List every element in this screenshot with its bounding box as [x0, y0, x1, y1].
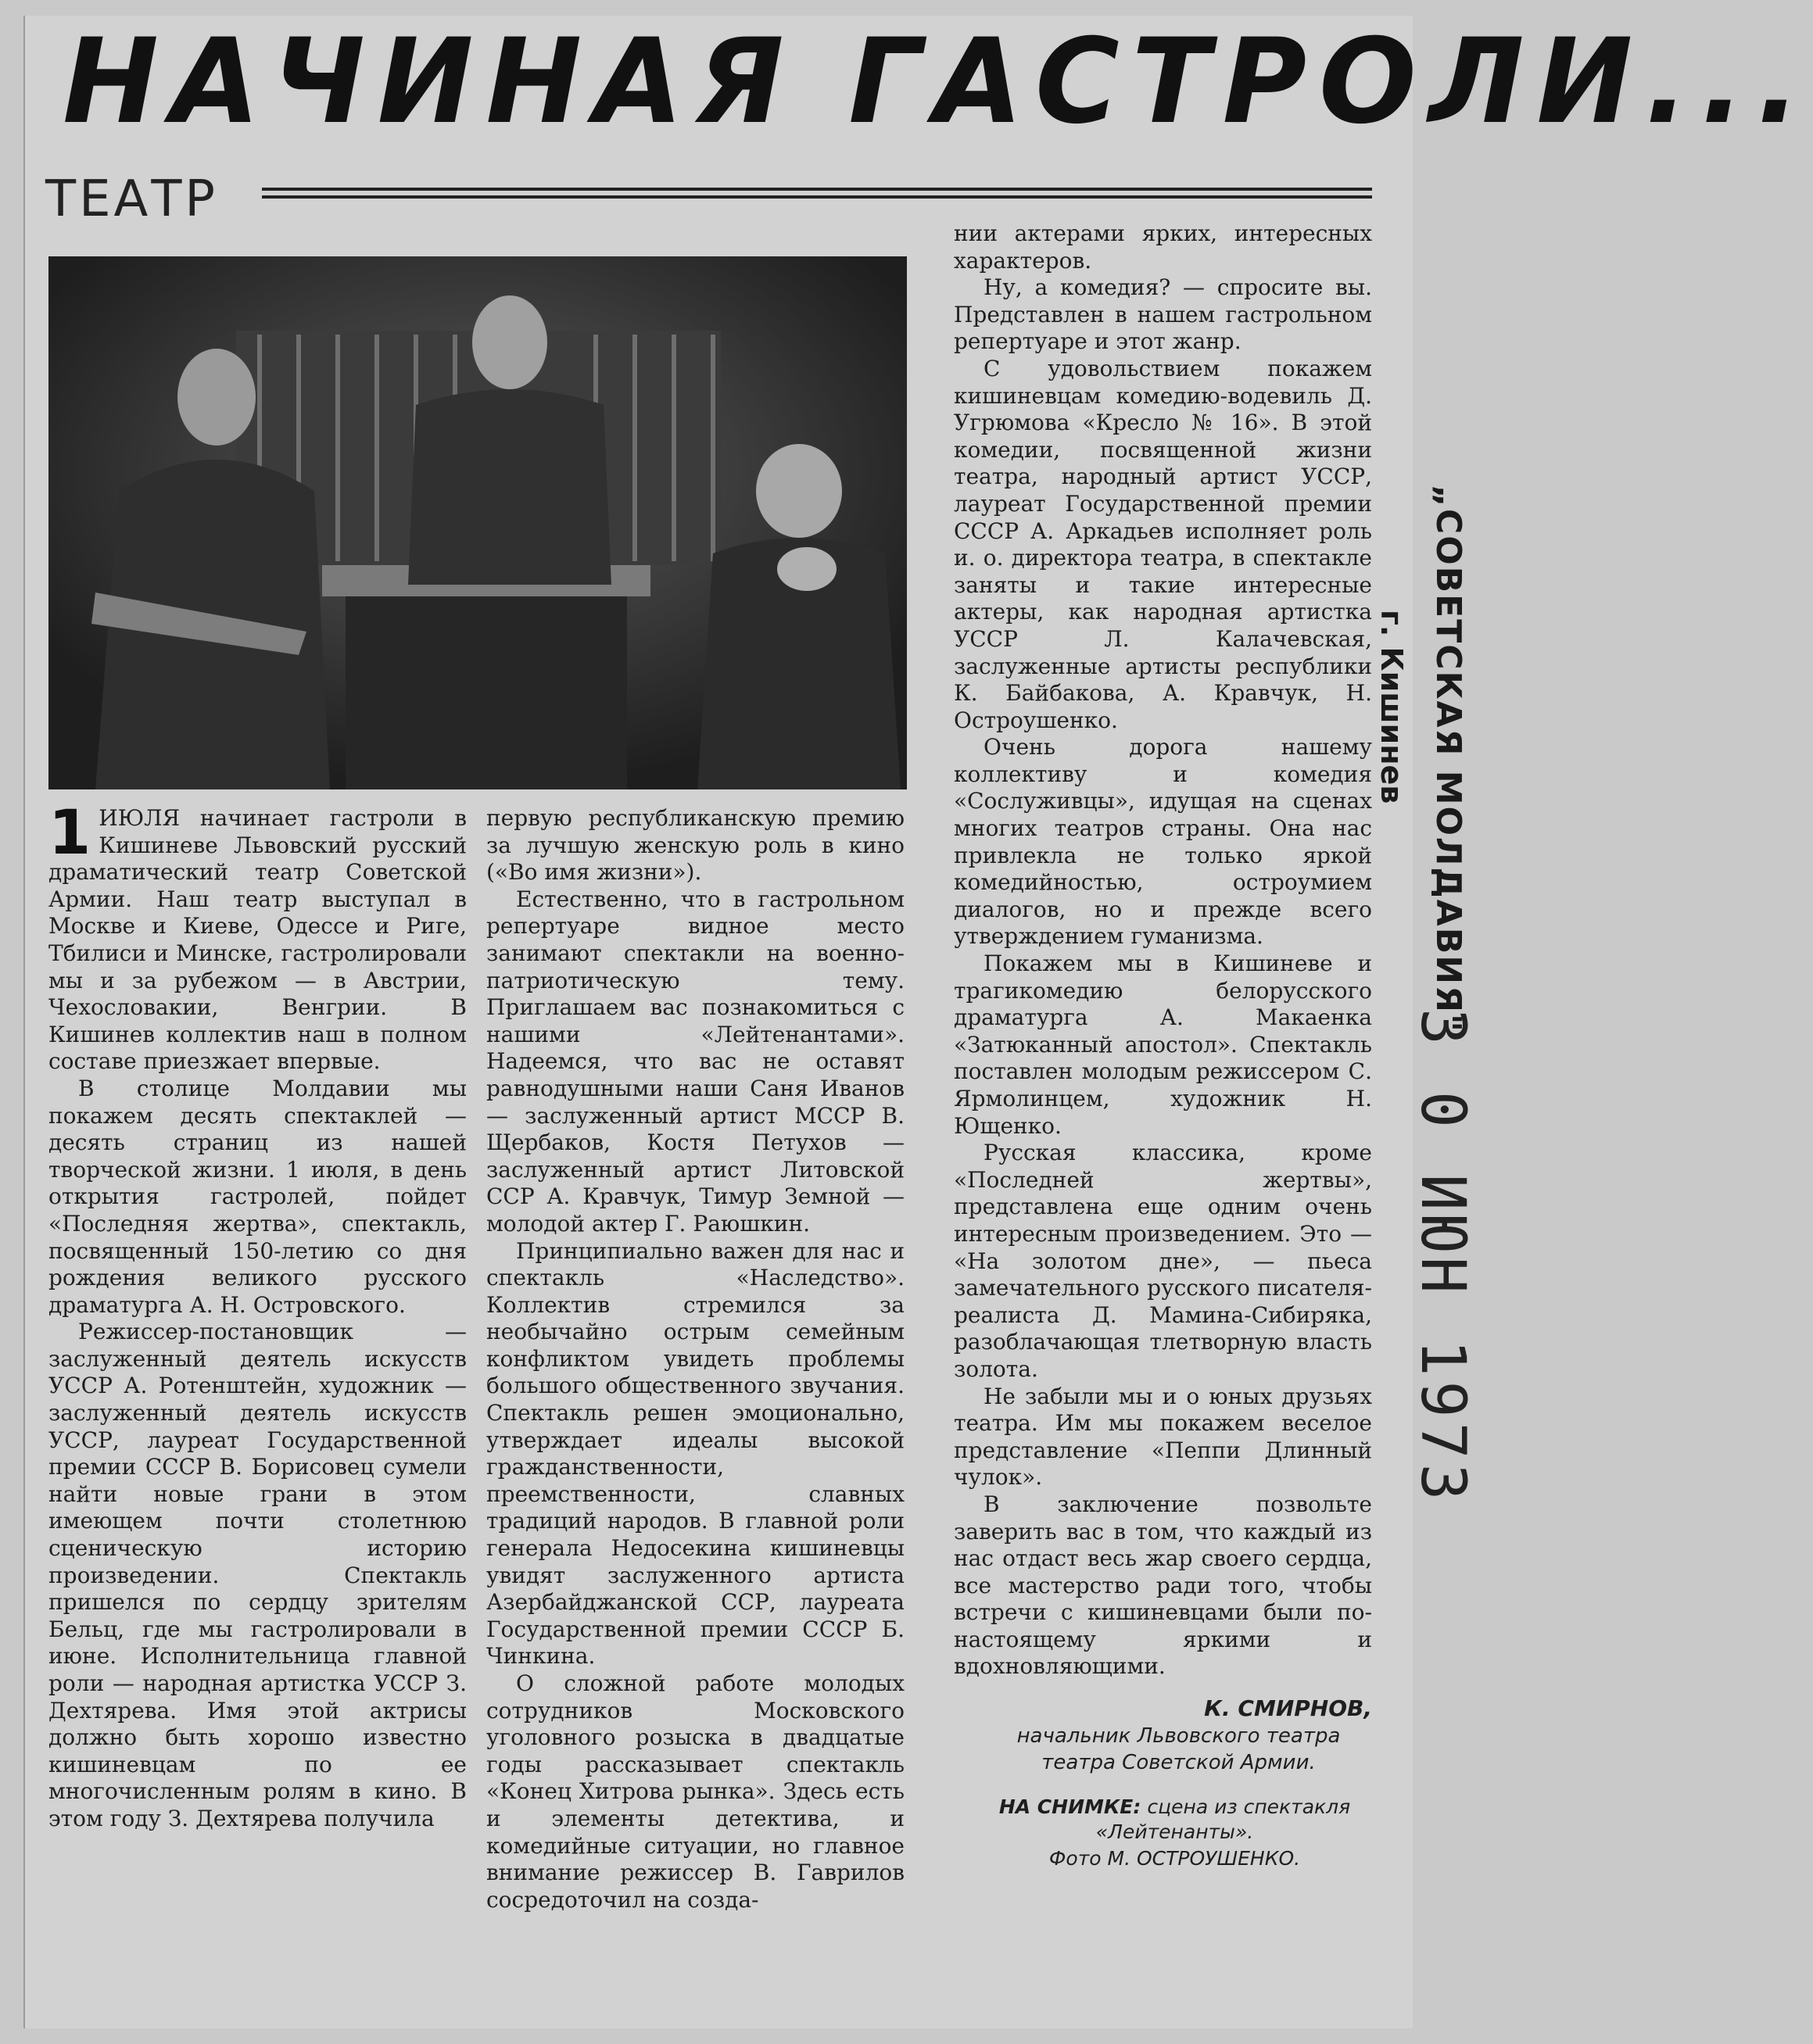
- article-column-1: [48, 798, 467, 1833]
- newspaper-masthead: „СОВЕТСКАЯ МОЛДАВИЯ": [1428, 485, 1468, 1033]
- drop-cap: 1: [48, 798, 91, 868]
- photo-credit: Фото М. ОСТРОУШЕНКО.: [1048, 1847, 1301, 1870]
- article-photo: [48, 256, 907, 789]
- paragraph: Ну, а комедия? — спросите вы. Представлен в нашем гастрольном репертуаре и этот жанр.: [954, 274, 1372, 355]
- paragraph: Очень дорога нашему коллективу и комедия «Сослуживцы», идущая на сценах многих театров страны. Она нас привлекла не только яркой комедийностью, остроумием диалогов, но и прежде всего утверждением гуманизма.: [954, 734, 1372, 950]
- author-role: начальник Львовского театра: [1016, 1724, 1341, 1749]
- newspaper-city: г. Кишинев: [1374, 610, 1409, 804]
- paragraph: Русская классика, кроме «Последней жертвы», представлена еще одним очень интересным произведением. Это — «На золотом дне», — пьеса замечательного русского писателя-реалиста Д. Мамина-Сибиряка, разоблачающая тлетворную власть золота.: [954, 1140, 1372, 1382]
- headline: НАЧИНАЯ ГАСТРОЛИ...: [63, 14, 1813, 150]
- paragraph: 1 ИЮЛЯ начинает гастроли в Кишиневе Львовский русский драматический театр Советской Армии. Наш театр выступал в Москве и Киеве, Одессе и Риге, Тбилиси и Минске, гастролировали мы и за рубежом — в Австрии, Чехословакии, Венгрии. В Кишинев коллектив наш в полном составе приезжает впервые.: [48, 798, 467, 1075]
- paragraph: О сложной работе молодых сотрудников Московского уголовного розыска в двадцатые годы рассказывает спектакль «Конец Хитрова рынка». Здесь есть и элементы детектива, и комедийные ситуации, но главное внимание режиссер В. Гаврилов сосредоточил на созда-: [486, 1670, 905, 1913]
- paragraph: Принципиально важен для нас и спектакль «Наследство». Коллектив стремился за необычайно острым семейным конфликтом увидеть проблемы большого общественного звучания. Спектакль решен эмоционально, утверждает идеалы высокой гражданственности, преемственности, славных традиций народов. В главной роли генерала Недосекина кишиневцы увидят заслуженного артиста Азербайджанской ССР, лауреата Государственной премии СССР Б. Чинкина.: [486, 1237, 905, 1670]
- paragraph: Режиссер-постановщик — заслуженный деятель искусств УССР А. Ротенштейн, художник — заслуженный деятель искусств УССР, лауреат Государственной премии СССР В. Борисовец сумели найти новые грани в этом имеющем почти столетнюю сценическую историю произведении. Спектакль пришелся по сердцу зрителям Бельц, где мы гастролировали в июне. Исполнительница главной роли — народная артистка УССР З. Дехтярева. Имя этой актрисы должно быть хорошо известно кишиневцам по ее многочисленным ролям в кино. В этом году З. Дехтярева получила: [48, 1319, 467, 1831]
- photo-caption: [954, 1795, 1372, 1845]
- paragraph: первую республиканскую премию за лучшую женскую роль в кино («Во имя жизни»).: [486, 805, 905, 886]
- article-column-3: [954, 220, 1372, 1871]
- paragraph: Естественно, что в гастрольном репертуаре видное место занимают спектакли на военно-патриотическую тему. Приглашаем вас познакомиться с нашими «Лейтенантами». Надеемся, что вас не оставят равнодушными наши Саня Иванов — заслуженный артист МССР В. Щербаков, Костя Петухов — заслуженный артист Литовской ССР А. Кравчук, Тимур Земной — молодой актер Г. Раюшкин.: [486, 886, 905, 1237]
- paragraph: нии актерами ярких, интересных характеров.: [954, 220, 1372, 274]
- section-rubric: ТЕАТР: [45, 170, 218, 228]
- paragraph: С удовольствием покажем кишиневцам комедию-водевиль Д. Угрюмова «Кресло № 16». В этой комедии, посвященной жизни театра, народный артист УССР, лауреат Государственной премии СССР А. Аркадьев исполняет роль и. о. директора театра, в спектакле заняты и такие интересные актеры, как народная артистка УССР Л. Калачевская, заслуженные артисты республики К. Байбакова, А. Кравчук, Н. Остроушенко.: [954, 355, 1372, 733]
- paragraph: Покажем мы в Кишиневе и трагикомедию белорусского драматурга А. Макаенка «Затюканный апостол». Спектакль поставлен молодым режиссером С. Ярмолинцем, художник Н. Ющенко.: [954, 950, 1372, 1139]
- photo-scene: [48, 256, 907, 789]
- paragraph: В заключение позвольте заверить вас в том, что каждый из нас отдаст весь жар своего сердца, все мастерство ради того, чтобы встречи с кишиневцами были по-настоящему яркими и вдохновляющими.: [954, 1491, 1372, 1680]
- paragraph: В столице Молдавии мы покажем десять спектаклей — десять страниц из нашей творческой жизни. 1 июля, в день открытия гастролей, пойдет «Последняя жертва», спектакль, посвященный 150-летию со дня рождения великого русского драматурга А. Н. Островского.: [48, 1075, 467, 1318]
- author-role-2: театра Советской Армии.: [1041, 1751, 1316, 1775]
- date-stamp: 3 0 ИЮН 1973: [1407, 1008, 1478, 1505]
- caption-label: НА СНИМКЕ:: [998, 1795, 1141, 1819]
- author-signature: К. СМИРНОВ,: [1204, 1695, 1372, 1722]
- rubric-rule: [262, 188, 1372, 211]
- paragraph: Не забыли мы и о юных друзьях театра. Им мы покажем веселое представление «Пеппи Длинный чулок».: [954, 1383, 1372, 1491]
- caption-text: сцена из спектакля «Лейтенанты».: [1095, 1795, 1351, 1844]
- article-column-2: [486, 805, 905, 1913]
